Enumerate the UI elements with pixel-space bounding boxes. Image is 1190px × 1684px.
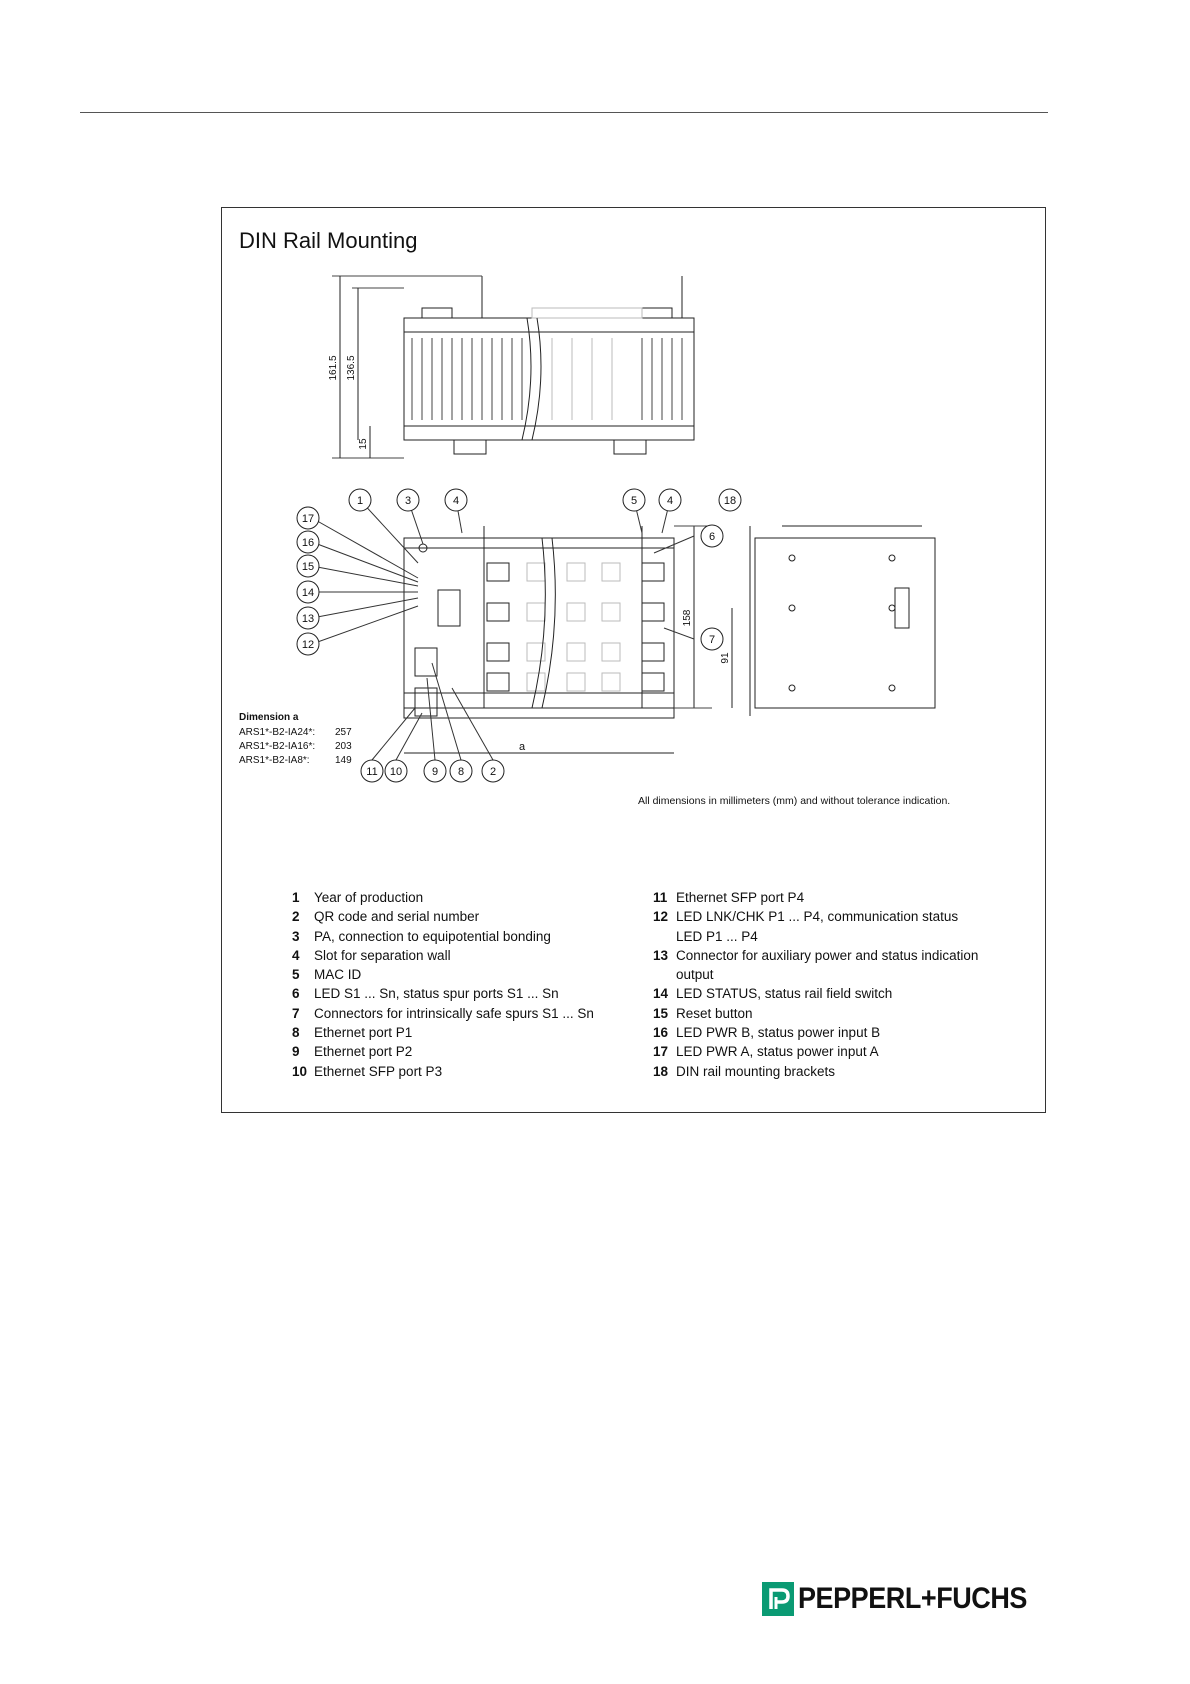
dim-91: 91 [720,652,731,664]
legend-item [653,946,983,985]
legend-num: 12 [653,909,669,925]
legend-num: 15 [653,1005,669,1021]
legend-item [653,1023,983,1042]
legend-num: 2 [292,909,300,925]
legend-item [653,1004,983,1023]
callout-6: 6 [708,531,716,543]
legend-item [292,888,632,907]
legend-item [292,927,632,946]
legend-num: 4 [292,947,300,963]
sfp-ports [415,688,437,716]
dimension-model: ARS1*-B2-IA16*: [239,741,316,752]
legend-num: 13 [653,947,669,963]
dim-158: 158 [682,609,693,627]
legend-num: 16 [653,1025,669,1041]
callout-11: 11 [366,766,378,778]
logo-icon [762,1582,794,1616]
legend-item [292,1023,632,1042]
dimension-model: ARS1*-B2-IA8*: [239,755,310,766]
callout-5: 5 [630,495,638,507]
dimension-model: ARS1*-B2-IA24*: [239,727,316,738]
dimension-row [239,740,365,754]
callout-3: 3 [404,495,412,507]
legend-text: QR code and serial number [314,909,480,925]
legend-item [292,984,632,1003]
legend-item [292,1004,632,1023]
callout-9: 9 [431,766,439,778]
dim-15: 15 [358,438,369,450]
legend-text: Ethernet SFP port P4 [676,890,805,905]
figure-title: DIN Rail Mounting [239,228,418,253]
callout-15: 15 [301,561,315,573]
dimension-row [239,754,365,768]
legend-text: Ethernet port P2 [314,1044,413,1060]
pepperl-fuchs-logo [762,1582,1052,1616]
power-connector [438,590,460,626]
callout-16: 16 [301,537,315,549]
top-view [332,276,694,458]
din-rail-figure [221,207,1046,1113]
legend-num: 17 [653,1044,669,1060]
legend-item [653,984,983,1003]
legend-text: Ethernet port P1 [314,1025,413,1041]
dimensions-note: All dimensions in millimeters (mm) and without tolerance indication. [638,795,951,807]
legend-text: LED STATUS, status rail field switch [676,986,893,1002]
callout-10: 10 [389,766,403,778]
callout-8: 8 [457,766,465,778]
dimension-a-title: Dimension a [239,712,299,723]
spur-connectors [487,563,664,691]
legend-left [292,888,632,1081]
dimension-value: 257 [335,727,352,738]
dim-136-5: 136.5 [346,355,357,381]
legend-num: 6 [292,986,300,1002]
legend-text: Ethernet SFP port P3 [314,1063,443,1079]
legend-text: MAC ID [314,967,362,983]
legend-num: 1 [292,890,300,905]
legend-num: 11 [653,890,668,905]
legend-item [292,1062,632,1081]
legend-item [292,907,632,926]
legend-text: Reset button [676,1005,753,1021]
legend-item [292,946,632,965]
front-view [312,500,712,760]
legend-item [653,888,983,907]
legend-text: LED PWR B, status power input B [676,1025,881,1041]
legend-num: 7 [292,1005,300,1021]
legend-num: 3 [292,928,300,944]
legend-num: 10 [292,1063,308,1079]
callout-17: 17 [301,513,315,525]
side-view [732,526,935,716]
legend-text: Connector for auxiliary power and status indication output [676,947,979,983]
legend-right [653,888,983,1081]
legend-text: Slot for separation wall [314,947,451,963]
legend-item [653,1042,983,1061]
legend-num: 14 [653,986,669,1002]
callout-2: 2 [489,766,497,778]
callout-14: 14 [301,587,315,599]
legend-item [292,965,632,984]
legend-item [653,1062,983,1081]
legend-text: LED S1 ... Sn, status spur ports S1 ... Sn [314,986,559,1002]
legend-text: PA, connection to equipotential bonding [314,928,551,944]
legend-text: LED PWR A, status power input A [676,1044,879,1060]
ethernet-ports [415,648,437,676]
callout-7: 7 [708,634,716,646]
legend-num: 8 [292,1025,300,1041]
dimension-a-table [239,726,365,768]
legend-text: Connectors for intrinsically safe spurs S1 ... Sn [314,1005,594,1021]
header-rule [80,112,1048,113]
legend-num: 5 [292,967,300,983]
callout-4: 4 [452,495,460,507]
callout-18: 18 [723,495,737,507]
legend-text: LED LNK/CHK P1 ... P4, communication status LED P1 ... P4 [676,909,959,944]
legend-text: Year of production [314,890,424,905]
dimension-a-label: a [518,741,526,753]
callout-12: 12 [301,639,315,651]
callout-4b: 4 [666,495,674,507]
logo-text: PEPPERL+FUCHS [798,1582,1027,1615]
legend-text: DIN rail mounting brackets [676,1063,836,1079]
dimension-row [239,726,365,740]
dimension-value: 203 [335,741,352,752]
legend-item [653,907,983,946]
dim-161-5: 161.5 [328,355,339,381]
dimension-value: 149 [335,755,352,766]
callout-1: 1 [356,495,364,507]
callout-13: 13 [301,613,315,625]
legend-item [292,1042,632,1061]
legend-num: 18 [653,1063,669,1079]
legend-num: 9 [292,1044,300,1060]
